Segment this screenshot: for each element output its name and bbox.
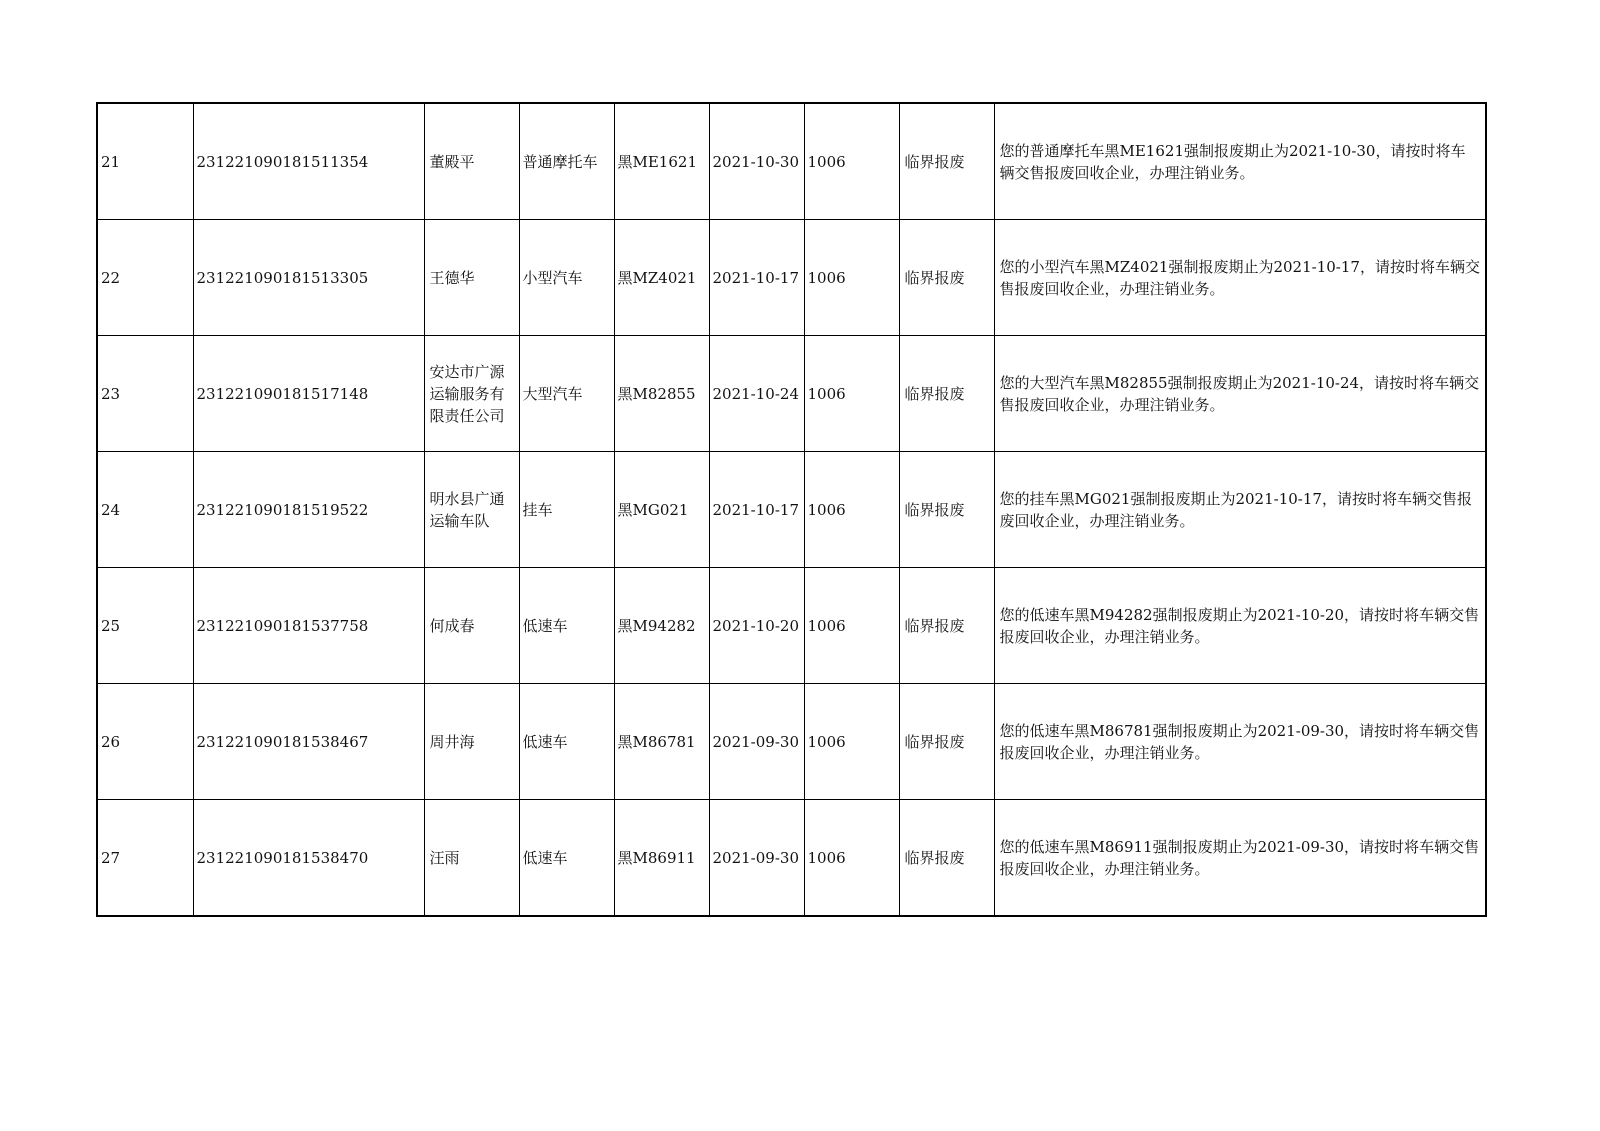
owner-name: 周井海 (424, 684, 519, 800)
plate-number: 黑M86911 (614, 800, 709, 917)
owner-name: 董殿平 (424, 103, 519, 220)
record-id: 231221090181519522 (193, 452, 424, 568)
row-number: 23 (97, 336, 193, 452)
status-code: 1006 (804, 800, 899, 917)
plate-number: 黑M82855 (614, 336, 709, 452)
status-label: 临界报废 (899, 220, 994, 336)
table-row (97, 452, 1486, 568)
status-code: 1006 (804, 452, 899, 568)
record-id: 231221090181513305 (193, 220, 424, 336)
row-number: 27 (97, 800, 193, 917)
scrap-date: 2021-10-24 (709, 336, 804, 452)
row-number: 21 (97, 103, 193, 220)
status-label: 临界报废 (899, 800, 994, 917)
row-number: 26 (97, 684, 193, 800)
scrap-date: 2021-09-30 (709, 684, 804, 800)
notice-text: 您的低速车黑M86781强制报废期止为2021-09-30，请按时将车辆交售报废回收企业，办理注销业务。 (994, 684, 1486, 800)
scrap-date: 2021-10-17 (709, 220, 804, 336)
scrap-date: 2021-10-30 (709, 103, 804, 220)
owner-name: 汪雨 (424, 800, 519, 917)
plate-number: 黑MZ4021 (614, 220, 709, 336)
scrap-date: 2021-10-17 (709, 452, 804, 568)
owner-name: 明水县广通运输车队 (424, 452, 519, 568)
vehicle-type: 普通摩托车 (519, 103, 614, 220)
row-number: 24 (97, 452, 193, 568)
status-label: 临界报废 (899, 103, 994, 220)
vehicle-type: 大型汽车 (519, 336, 614, 452)
row-number: 25 (97, 568, 193, 684)
table-row (97, 684, 1486, 800)
status-label: 临界报废 (899, 336, 994, 452)
table-body (97, 103, 1486, 916)
record-id: 231221090181517148 (193, 336, 424, 452)
plate-number: 黑ME1621 (614, 103, 709, 220)
plate-number: 黑M86781 (614, 684, 709, 800)
plate-number: 黑MG021 (614, 452, 709, 568)
status-code: 1006 (804, 684, 899, 800)
owner-name: 王德华 (424, 220, 519, 336)
notice-text: 您的大型汽车黑M82855强制报废期止为2021-10-24，请按时将车辆交售报废回收企业，办理注销业务。 (994, 336, 1486, 452)
table-row (97, 800, 1486, 917)
record-id: 231221090181511354 (193, 103, 424, 220)
record-id: 231221090181537758 (193, 568, 424, 684)
table-row (97, 336, 1486, 452)
vehicle-type: 低速车 (519, 684, 614, 800)
vehicle-type: 小型汽车 (519, 220, 614, 336)
vehicle-type: 低速车 (519, 568, 614, 684)
status-label: 临界报废 (899, 452, 994, 568)
table-row (97, 220, 1486, 336)
status-label: 临界报废 (899, 568, 994, 684)
notice-text: 您的低速车黑M94282强制报废期止为2021-10-20，请按时将车辆交售报废回收企业，办理注销业务。 (994, 568, 1486, 684)
row-number: 22 (97, 220, 193, 336)
table-row (97, 568, 1486, 684)
status-code: 1006 (804, 336, 899, 452)
vehicle-type: 低速车 (519, 800, 614, 917)
notice-text: 您的低速车黑M86911强制报废期止为2021-09-30，请按时将车辆交售报废回收企业，办理注销业务。 (994, 800, 1486, 917)
notice-text: 您的小型汽车黑MZ4021强制报废期止为2021-10-17，请按时将车辆交售报废回收企业，办理注销业务。 (994, 220, 1486, 336)
table-row (97, 103, 1486, 220)
vehicle-type: 挂车 (519, 452, 614, 568)
scrap-date: 2021-09-30 (709, 800, 804, 917)
status-code: 1006 (804, 568, 899, 684)
owner-name: 何成春 (424, 568, 519, 684)
owner-name: 安达市广源运输服务有限责任公司 (424, 336, 519, 452)
status-code: 1006 (804, 103, 899, 220)
record-id: 231221090181538467 (193, 684, 424, 800)
plate-number: 黑M94282 (614, 568, 709, 684)
record-id: 231221090181538470 (193, 800, 424, 917)
status-code: 1006 (804, 220, 899, 336)
vehicle-scrap-notice-table (96, 102, 1487, 917)
notice-text: 您的挂车黑MG021强制报废期止为2021-10-17，请按时将车辆交售报废回收企业，办理注销业务。 (994, 452, 1486, 568)
notice-text: 您的普通摩托车黑ME1621强制报废期止为2021-10-30，请按时将车辆交售报废回收企业，办理注销业务。 (994, 103, 1486, 220)
scrap-date: 2021-10-20 (709, 568, 804, 684)
status-label: 临界报废 (899, 684, 994, 800)
